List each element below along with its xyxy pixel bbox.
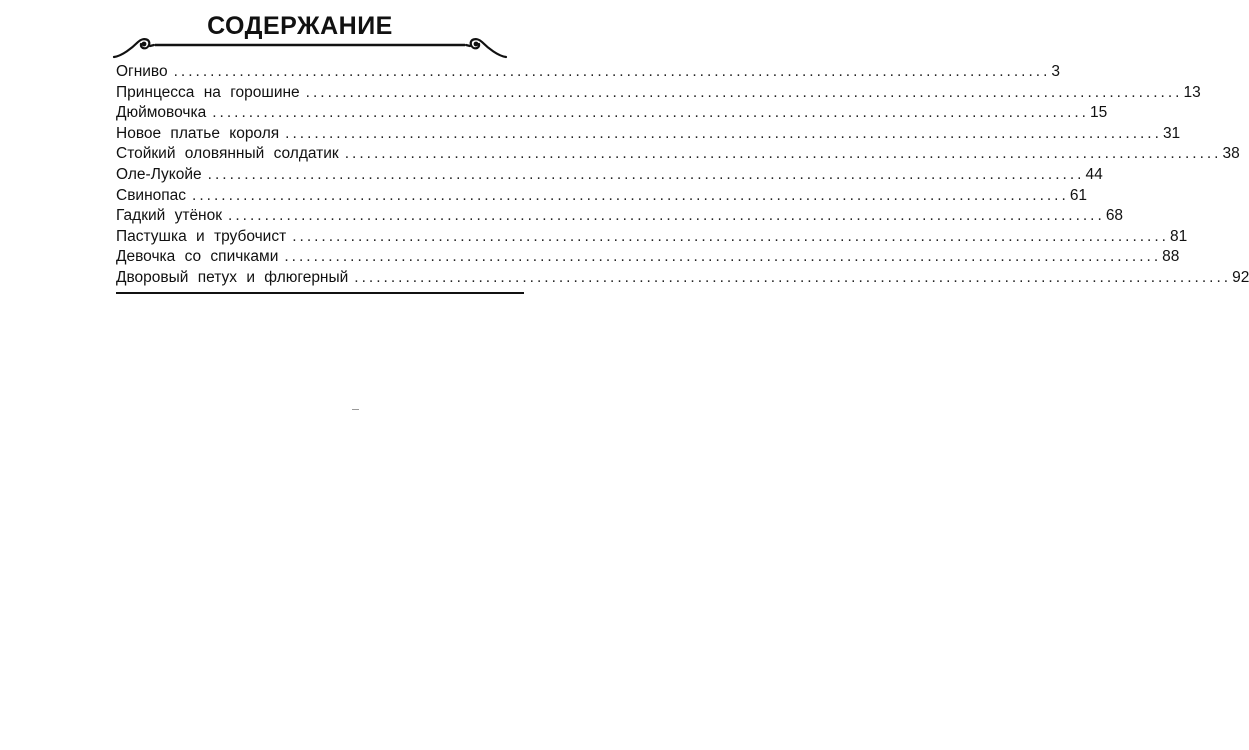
toc-entry[interactable] — [116, 227, 1188, 248]
dot-leader: ........................................................................................................................ — [228, 207, 1105, 225]
toc-entry-title: Девочка со спичками — [116, 248, 279, 266]
toc-entry-page: 88 — [1162, 248, 1180, 266]
toc-entry-title: Свинопас — [116, 186, 187, 204]
toc-entry[interactable] — [116, 83, 1201, 104]
toc-entry-page: 31 — [1162, 124, 1181, 142]
toc-entry-page: 38 — [1222, 145, 1240, 163]
toc-entry[interactable] — [116, 165, 1103, 186]
toc-entry[interactable] — [116, 103, 1108, 124]
toc-entry-title: Новое платье короля — [116, 124, 280, 142]
toc-entry[interactable] — [116, 206, 1124, 227]
dot-leader: ........................................................................................................................ — [207, 165, 1085, 183]
toc-entry-title: Принцесса на горошине — [116, 83, 300, 101]
toc-entry-title: Стойкий оловянный солдатик — [116, 145, 339, 163]
toc-entry-page: 44 — [1085, 165, 1103, 183]
dot-leader: ........................................................................................................................ — [212, 104, 1089, 122]
toc-entry[interactable] — [116, 62, 1061, 83]
toc-entry-page: 92 — [1232, 268, 1249, 286]
toc-entry-title: Дворовый петух и флюгерный — [116, 268, 349, 286]
toc-entry[interactable] — [116, 186, 1088, 207]
scan-speck — [352, 409, 359, 410]
toc-entry[interactable] — [116, 144, 1240, 165]
page-title: СОДЕРЖАНИЕ — [207, 12, 393, 40]
toc-entry-page: 13 — [1183, 83, 1201, 101]
toc-entry-page: 81 — [1169, 227, 1188, 245]
toc-entry-page: 61 — [1069, 186, 1088, 204]
toc-entry-title: Огниво — [116, 63, 168, 80]
toc-entry-page: 68 — [1105, 207, 1124, 225]
bottom-rule — [116, 292, 524, 294]
ornamental-divider — [110, 32, 510, 62]
toc-entry-title: Оле-Лукойе — [116, 165, 202, 183]
toc-entry-title: Дюймовочка — [116, 104, 207, 122]
dot-leader: ........................................................................................................................ — [344, 145, 1222, 163]
left-flourish-icon — [114, 39, 154, 57]
toc-entry-page: 3 — [1051, 63, 1061, 80]
toc-entry-title: Пастушка и трубочист — [116, 227, 287, 245]
toc-entry-page: 15 — [1090, 104, 1108, 122]
dot-leader: ........................................................................................................................ — [284, 248, 1162, 266]
dot-leader: ........................................................................................................................ — [285, 124, 1162, 142]
dot-leader: ........................................................................................................................ — [173, 63, 1051, 80]
dot-leader: ........................................................................................................................ — [305, 83, 1183, 101]
table-of-contents — [116, 62, 1249, 289]
toc-entry-title: Гадкий утёнок — [116, 207, 223, 225]
dot-leader: ........................................................................................................................ — [354, 268, 1232, 286]
dot-leader: ........................................................................................................................ — [292, 227, 1169, 245]
right-flourish-icon — [466, 39, 506, 57]
toc-entry[interactable] — [116, 268, 1249, 289]
dot-leader: ........................................................................................................................ — [192, 186, 1069, 204]
toc-entry[interactable] — [116, 247, 1180, 268]
toc-entry[interactable] — [116, 124, 1181, 145]
